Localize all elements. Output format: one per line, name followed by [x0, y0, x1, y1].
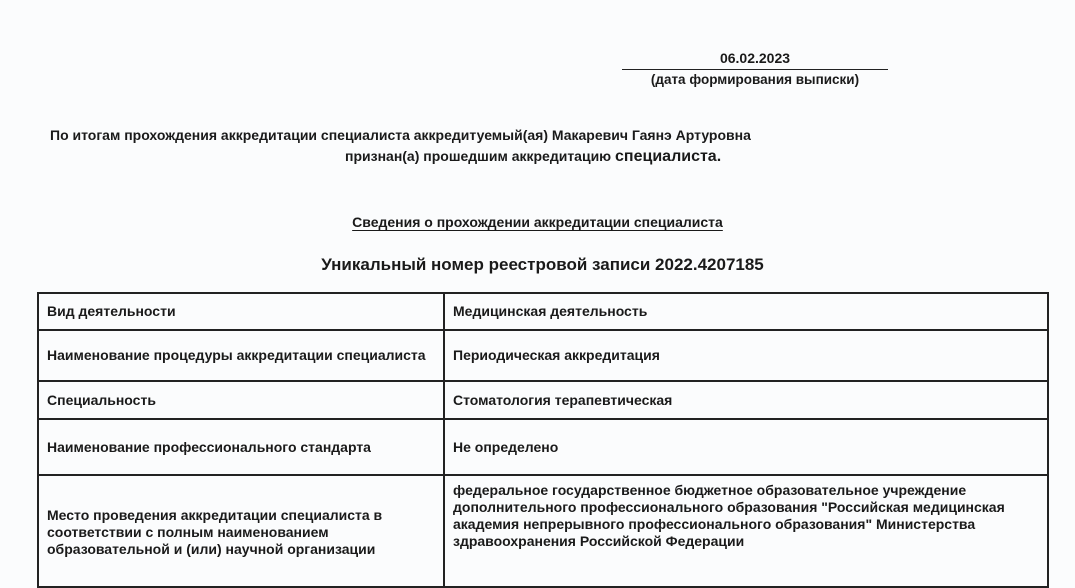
row-value: Периодическая аккредитация	[444, 330, 1048, 381]
row-label: Наименование процедуры аккредитации специалиста	[38, 330, 444, 381]
extract-date: 06.02.2023	[622, 50, 888, 70]
table-row	[38, 381, 1048, 419]
table-row	[38, 330, 1048, 381]
intro-line-2	[50, 146, 900, 167]
row-label: Вид деятельности	[38, 293, 444, 330]
row-value: федеральное государственное бюджетное образовательное учреждение дополнительного профессионального образования "Российская медицинская академия непрерывного профессионального образования" Министерства здравоохранения Российской Федерации	[444, 475, 1048, 587]
table-row	[38, 419, 1048, 475]
table-row	[38, 293, 1048, 330]
row-value: Стоматология терапевтическая	[444, 381, 1048, 419]
row-label: Место проведения аккредитации специалиста в соответствии с полным наименованием образовательной и (или) научной организации	[38, 475, 444, 587]
row-label: Наименование профессионального стандарта	[38, 419, 444, 475]
table-row	[38, 475, 1048, 587]
section-title-text: Сведения о прохождении аккредитации специалиста	[352, 214, 723, 230]
row-value: Не определено	[444, 419, 1048, 475]
intro-line-1: По итогам прохождения аккредитации специалиста аккредитуемый(ая) Макаревич Гаянэ Артуровна	[50, 127, 751, 143]
intro-line-2-start: признан(а) прошедшим аккредитацию	[345, 148, 612, 164]
row-value: Медицинская деятельность	[444, 293, 1048, 330]
extract-date-block	[622, 50, 888, 87]
intro-paragraph	[50, 125, 900, 167]
registry-number: Уникальный номер реестровой записи 2022.4207185	[321, 255, 764, 274]
extract-date-caption: (дата формирования выписки)	[650, 72, 860, 87]
row-label: Специальность	[38, 381, 444, 419]
accreditation-info-table	[37, 292, 1049, 588]
section-title	[0, 214, 1075, 230]
intro-line-2-end: специалиста.	[615, 148, 722, 165]
